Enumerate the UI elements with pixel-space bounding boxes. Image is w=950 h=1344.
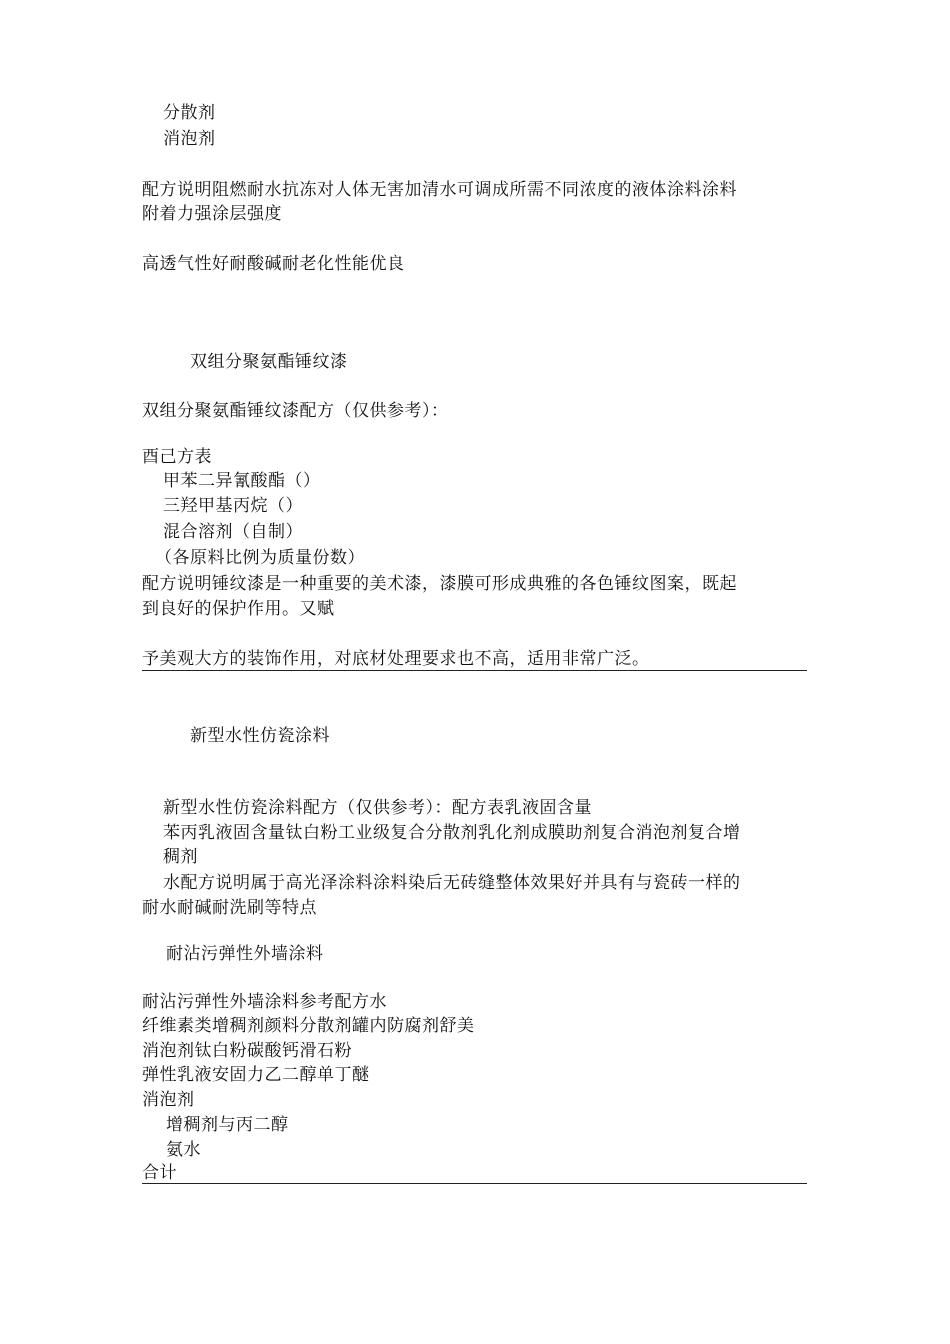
ingredient-line: 三羟甲基丙烷（）: [163, 496, 303, 516]
body-line: 氨水: [166, 1140, 201, 1160]
ingredient-line: 甲苯二异氰酸酯（）: [163, 471, 321, 491]
body-line: 弹性乳液安固力乙二醇单丁醚: [142, 1065, 370, 1085]
description-line: 配方说明阻燃耐水抗冻对人体无害加清水可调成所需不同浓度的液体涂料涂料: [142, 180, 737, 200]
body-line: 稠剂: [163, 847, 198, 867]
body-line: 纤维素类增稠剂颜料分散剂罐内防腐剂舒美: [142, 1016, 475, 1036]
description-line: 到良好的保护作用。又赋: [142, 599, 335, 619]
body-line: 水配方说明属于高光泽涂料涂料染后无砖缝整体效果好并具有与瓷砖一样的: [163, 873, 741, 893]
body-line: 苯丙乳液固含量钛白粉工业级复合分散剂乳化剂成膜助剂复合消泡剂复合增: [163, 823, 741, 843]
body-line: 增稠剂与丙二醇: [166, 1115, 289, 1135]
section-divider: [142, 670, 807, 671]
ingredient-line: 混合溶剂（自制）: [163, 522, 303, 542]
ingredient-line: 分散剂: [163, 103, 216, 123]
section-subtitle: 双组分聚氨酯锤纹漆配方（仅供参考）：: [142, 401, 449, 421]
description-line: 予美观大方的装饰作用，对底材处理要求也不高，适用非常广泛。: [142, 649, 650, 669]
description-line: 附着力强涂层强度: [142, 204, 282, 224]
section-divider: [142, 1183, 807, 1184]
ratio-note: （各原料比例为质量份数）: [155, 548, 365, 568]
section-heading: 双组分聚氨酯锤纹漆: [190, 352, 348, 372]
body-line: 消泡剂钛白粉碳酸钙滑石粉: [142, 1041, 352, 1061]
body-line: 耐沾污弹性外墙涂料参考配方水: [142, 992, 387, 1012]
ingredient-line: 消泡剂: [163, 129, 216, 149]
body-line: 消泡剂: [142, 1090, 195, 1110]
body-line: 新型水性仿瓷涂料配方（仅供参考）：配方表乳液固含量: [163, 798, 592, 818]
description-line: 配方说明锤纹漆是一种重要的美术漆，漆膜可形成典雅的各色锤纹图案，既起: [142, 574, 737, 594]
total-label: 合计: [142, 1163, 177, 1183]
section-heading: 耐沾污弹性外墙涂料: [166, 944, 324, 964]
table-label: 酉己方表: [142, 447, 212, 467]
body-line: 耐水耐碱耐洗刷等特点: [142, 898, 317, 918]
description-line: 高透气性好耐酸碱耐老化性能优良: [142, 254, 405, 274]
section-heading: 新型水性仿瓷涂料: [190, 726, 330, 746]
